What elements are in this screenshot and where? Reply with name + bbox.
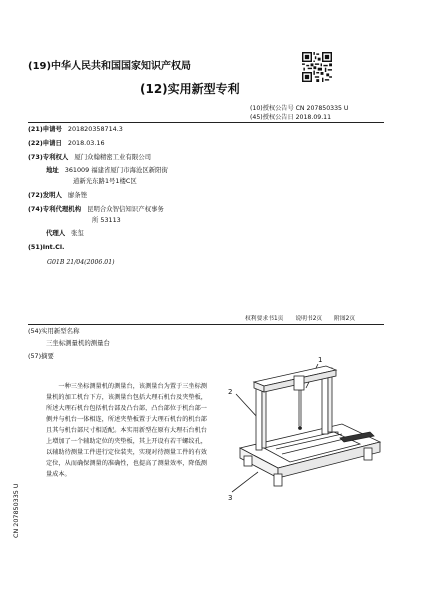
patent-agency: (74)专利代理机构 昆明合众智信知识产权事务	[28, 205, 164, 213]
figure-label-1: 1	[318, 356, 323, 364]
abstract-text: 一种三坐标测量机的测量台，该测量台为置于三坐标测量机的加工机台下方，该测量台包括大理石机台及夹垫板，所述大理石机台包括机台部及凸台部，凸台部位于机台部一侧并与机台一体相连，所述夹垫板置于大理石机台的机台部且其与机台部尺寸相适配。本实用新型在原有大理石台机台上增加了一个辅助定位的夹垫板，其上开设有若干螺纹孔，以辅助待测量工件进行定位装夹，实现对待测量工件的有效定位，从而确保测量的准确性，也提高了测量效率，降低测量成本。	[46, 383, 207, 478]
application-date: (22)申请日 2018.03.16	[28, 139, 105, 147]
abstract-divider	[28, 324, 384, 325]
utility-model-title-label: (54)实用新型名称	[28, 327, 80, 335]
description-pages: 说明书2页	[295, 316, 323, 322]
utility-model-title: 三坐标测量机的测量台	[46, 339, 110, 347]
patent-office-name: (19)中华人民共和国国家知识产权局	[28, 61, 192, 72]
application-number: (21)申请号 201820358714.3	[28, 125, 123, 133]
figure-label-3: 3	[228, 494, 233, 502]
qr-code-icon	[302, 52, 332, 82]
publication-number: (10)授权公告号 CN 207850335 U	[250, 105, 349, 112]
patent-owner: (73)专利权人 厦门众翰精密工业有限公司	[28, 153, 151, 161]
patent-agent: 代理人 张玺	[46, 229, 84, 237]
drawings-pages: 附图2页	[334, 316, 356, 322]
ipc-code: G01B 21/04(2006.01)	[47, 259, 115, 266]
document-type: (12)实用新型专利	[140, 82, 240, 96]
ipc-label: (51)Int.Cl.	[28, 243, 65, 251]
owner-address: 地址 361009 福建省厦门市海沧区新阳街	[46, 166, 168, 174]
side-publication-number: CN 207850335 U	[12, 483, 20, 538]
owner-address-line2: 道新光东路1号1楼C区	[73, 177, 137, 185]
publication-date: (45)授权公告日 2018.09.11	[250, 114, 332, 121]
measuring-table-drawing	[214, 352, 392, 502]
inventor: (72)发明人 廖条锉	[28, 191, 88, 199]
claims-pages: 权利要求书1页	[245, 316, 284, 322]
abstract-label: (57)摘要	[28, 352, 54, 360]
patent-agency-line2: 所 53113	[92, 216, 121, 224]
pages-info	[245, 313, 365, 322]
header-divider	[28, 122, 384, 123]
figure-label-2: 2	[228, 388, 233, 396]
